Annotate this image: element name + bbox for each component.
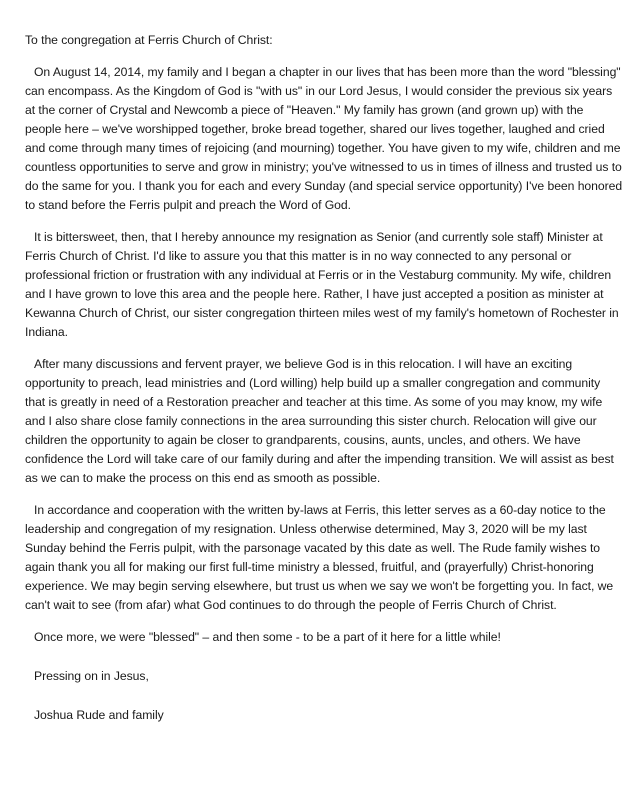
paragraph-relocation: After many discussions and fervent prayer, we believe God is in this relocation. I will have an exciting opportunity to preach, lead ministries and (Lord willing) help build up a smaller congregation and community that is greatly in need of a Restoration preacher and teacher at this time. As some of you may know, my wife and I also share close family connections in the area surrounding this sister church. Relocation will give our children the opportunity to again be closer to grandparents, cousins, aunts, uncles, and others. We have confidence the Lord will take care of our family during and after the impending transition. We will assist as best as we can to make the process on this end as smooth as possible. xyxy=(25,357,614,485)
paragraph-notice: In accordance and cooperation with the written by-laws at Ferris, this letter serves as a 60-day notice to the leadership and congregation of my resignation. Unless otherwise determined, May 3, 2020 will be my last Sunday behind the Ferris pulpit, with the parsonage vacated by this date as well. The Rude family wishes to again thank you all for making our first full-time ministry a blessed, fruitful, and (prayerfully) Christ-honoring experience. We may begin serving elsewhere, but trust us when we say we won't be forgetting you. In fact, we can't wait to see (from afar) what God continues to do through the people of Ferris Church of Christ. xyxy=(25,503,614,612)
paragraph-opening: On August 14, 2014, my family and I began a chapter in our lives that has been more than the word "blessing" can encompass. As the Kingdom of God is "with us" in our Lord Jesus, I would consider the previous six years at the corner of Crystal and Newcomb a piece of "Heaven." My family has grown (and grown up) with the people here – we've worshipped together, broke bread together, shared our lives together, laughed and cried and come through many times of rejoicing (and mourning) together. You have given to my wife, children and me countless opportunities to serve and grow in ministry; you've witnessed to us in times of illness and trusted us to do the same for you. I thank you for each and every Sunday (and special service opportunity) I've been honored to stand before the Ferris pulpit and preach the Word of God. xyxy=(25,65,623,212)
closing-statement: Once more, we were "blessed" – and then some - to be a part of it here for a little while! xyxy=(34,630,501,644)
paragraph-resignation: It is bittersweet, then, that I hereby announce my resignation as Senior (and currently sole staff) Minister at Ferris Church of Christ. I'd like to assure you that this matter is in no way connected to any personal or professional friction or frustration with any individual at Ferris or in the Vestaburg community. My wife, children and I have grown to love this area and the people here. Rather, I have just accepted a position as minister at Kewanna Church of Christ, our sister congregation thirteen miles west of my family's hometown of Rochester in Indiana. xyxy=(25,230,619,339)
salutation: To the congregation at Ferris Church of Christ: xyxy=(25,33,273,47)
signature: Joshua Rude and family xyxy=(34,708,164,722)
letter-body xyxy=(25,31,623,745)
valediction: Pressing on in Jesus, xyxy=(34,669,149,683)
